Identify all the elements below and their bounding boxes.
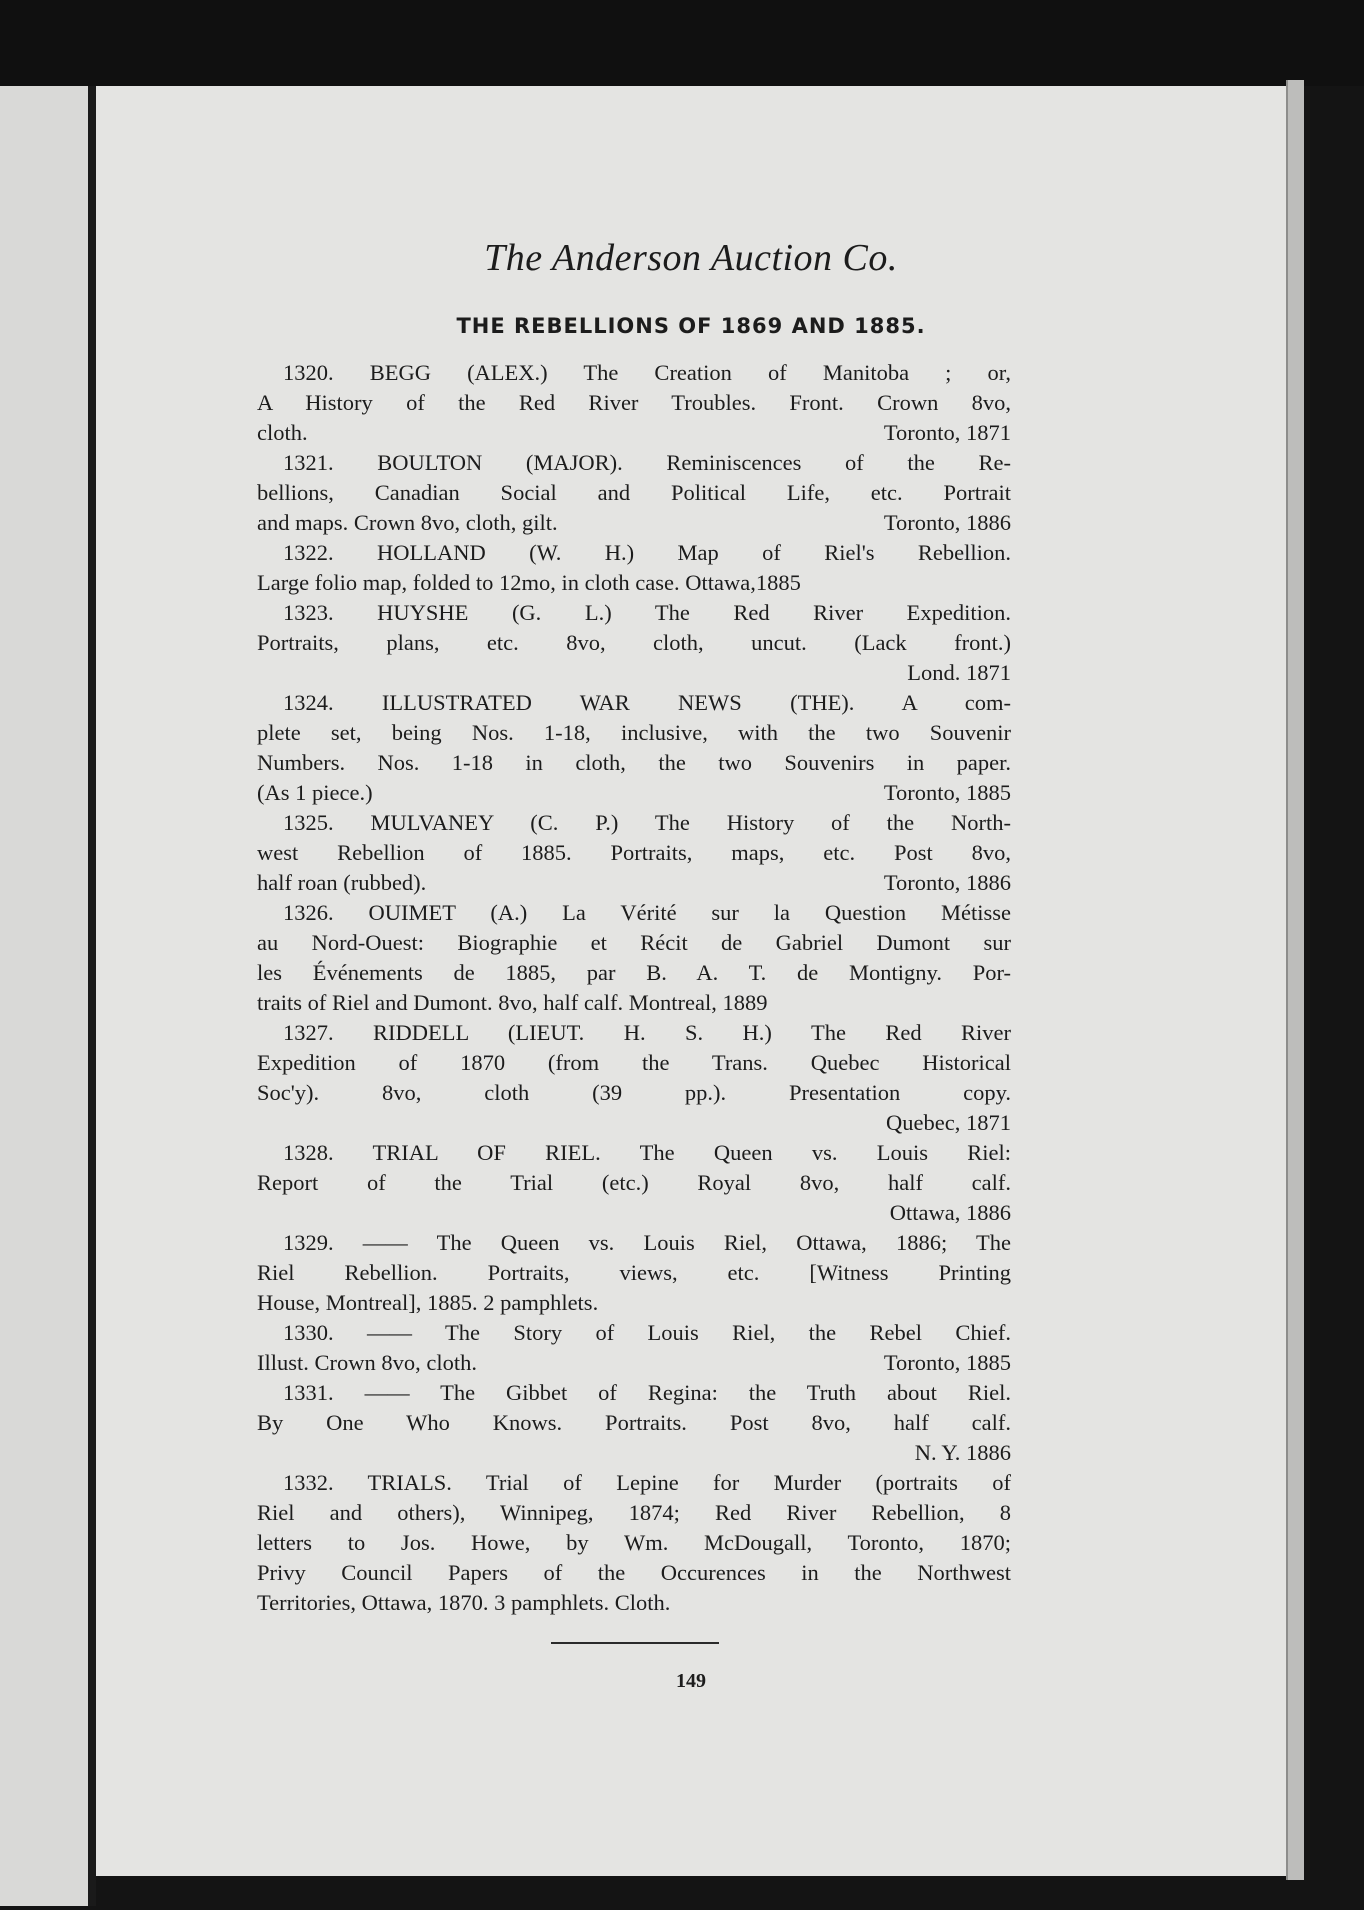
entry-line: Privy Council Papers of the Occurences in the Northwest	[257, 1560, 1011, 1585]
entry-imprint: Ottawa, 1886	[889, 1200, 1011, 1225]
entry-imprint-line	[257, 778, 1011, 808]
catalog-page	[96, 86, 1286, 1876]
catalog-entry	[257, 1318, 1011, 1378]
catalog-entry	[257, 1018, 1011, 1138]
entry-line: 1324. ILLUSTRATED WAR NEWS (THE). A com-	[283, 690, 1011, 715]
entry-imprint: Lond. 1871	[907, 660, 1011, 685]
facing-page-edge	[0, 86, 92, 1906]
catalog-entry	[257, 898, 1011, 1018]
entry-imprint: Toronto, 1886	[883, 510, 1011, 535]
page-number: 149	[676, 1670, 706, 1692]
catalog-entry	[257, 448, 1011, 538]
entry-line: au Nord-Ouest: Biographie et Récit de Gabriel Dumont sur	[257, 930, 1011, 955]
scan-background-top	[0, 0, 1364, 86]
entry-line: 1321. BOULTON (MAJOR). Reminiscences of the Re-	[283, 450, 1011, 475]
catalog-entry	[257, 1378, 1011, 1468]
entry-imprint-line	[257, 418, 1011, 448]
entry-tail: half roan (rubbed).	[257, 870, 427, 895]
closing-rule	[551, 1642, 719, 1644]
catalog-entry	[257, 538, 1011, 598]
catalog-entry	[257, 1138, 1011, 1228]
catalog-entry	[257, 808, 1011, 898]
entry-line: 1327. RIDDELL (LIEUT. H. S. H.) The Red River	[283, 1020, 1011, 1045]
entry-line: plete set, being Nos. 1-18, inclusive, with the two Souvenir	[257, 720, 1011, 745]
entry-line: 1330. —— The Story of Louis Riel, the Rebel Chief.	[283, 1320, 1011, 1345]
running-header: The Anderson Auction Co.	[484, 237, 898, 279]
catalog-entry	[257, 688, 1011, 808]
entry-imprint-line	[257, 658, 1011, 688]
entry-line: 1320. BEGG (ALEX.) The Creation of Manitoba ; or,	[283, 360, 1011, 385]
entry-imprint: Toronto, 1885	[883, 1350, 1011, 1375]
entry-line: House, Montreal], 1885. 2 pamphlets.	[257, 1290, 599, 1315]
catalog-entry	[257, 358, 1011, 448]
catalog-entries	[257, 358, 1011, 1618]
entry-tail: Illust. Crown 8vo, cloth.	[257, 1350, 477, 1375]
entry-imprint: Quebec, 1871	[886, 1110, 1011, 1135]
entry-tail: cloth.	[257, 420, 308, 445]
entry-imprint-line	[257, 1348, 1011, 1378]
catalog-entry	[257, 1468, 1011, 1618]
entry-line: 1331. —— The Gibbet of Regina: the Truth about Riel.	[283, 1380, 1011, 1405]
entry-line: bellions, Canadian Social and Political Life, etc. Portrait	[257, 480, 1011, 505]
entry-line: Portraits, plans, etc. 8vo, cloth, uncut. (Lack front.)	[257, 630, 1011, 655]
entry-line: 1328. TRIAL OF RIEL. The Queen vs. Louis Riel:	[283, 1140, 1011, 1165]
entry-line: Riel Rebellion. Portraits, views, etc. [Witness Printing	[257, 1260, 1011, 1285]
entry-imprint-line	[257, 868, 1011, 898]
entry-line: Numbers. Nos. 1-18 in cloth, the two Souvenirs in paper.	[257, 750, 1011, 775]
entry-imprint-line	[257, 508, 1011, 538]
entry-line: By One Who Knows. Portraits. Post 8vo, half calf.	[257, 1410, 1011, 1435]
section-title: THE REBELLIONS OF 1869 AND 1885.	[456, 314, 926, 338]
entry-line: les Événements de 1885, par B. A. T. de Montigny. Por-	[257, 960, 1011, 985]
entry-line: 1326. OUIMET (A.) La Vérité sur la Question Métisse	[283, 900, 1011, 925]
entry-line: Report of the Trial (etc.) Royal 8vo, half calf.	[257, 1170, 1011, 1195]
entry-imprint-line	[257, 1438, 1011, 1468]
entry-tail: and maps. Crown 8vo, cloth, gilt.	[257, 510, 558, 535]
entry-imprint-line	[257, 1198, 1011, 1228]
entry-line: 1322. HOLLAND (W. H.) Map of Riel's Rebellion.	[283, 540, 1011, 565]
entry-line: Large folio map, folded to 12mo, in cloth case. Ottawa,1885	[257, 570, 801, 595]
entry-line: Soc'y). 8vo, cloth (39 pp.). Presentation copy.	[257, 1080, 1011, 1105]
catalog-entry	[257, 598, 1011, 688]
entry-line: letters to Jos. Howe, by Wm. McDougall, Toronto, 1870;	[257, 1530, 1011, 1555]
entry-line: traits of Riel and Dumont. 8vo, half calf. Montreal, 1889	[257, 990, 768, 1015]
entry-line: Territories, Ottawa, 1870. 3 pamphlets. Cloth.	[257, 1590, 671, 1615]
entry-line: Expedition of 1870 (from the Trans. Quebec Historical	[257, 1050, 1011, 1075]
book-spine	[88, 86, 96, 1906]
page-fore-edge	[1286, 80, 1304, 1880]
entry-line: A History of the Red River Troubles. Front. Crown 8vo,	[257, 390, 1011, 415]
catalog-entry	[257, 1228, 1011, 1318]
entry-line: 1332. TRIALS. Trial of Lepine for Murder (portraits of	[283, 1470, 1011, 1495]
entry-imprint-line	[257, 1108, 1011, 1138]
entry-imprint: Toronto, 1871	[883, 420, 1011, 445]
entry-line: Riel and others), Winnipeg, 1874; Red River Rebellion, 8	[257, 1500, 1011, 1525]
entry-tail: (As 1 piece.)	[257, 780, 373, 805]
entry-line: 1323. HUYSHE (G. L.) The Red River Expedition.	[283, 600, 1011, 625]
entry-line: 1325. MULVANEY (C. P.) The History of the North-	[283, 810, 1011, 835]
entry-imprint: Toronto, 1885	[883, 780, 1011, 805]
entry-imprint: N. Y. 1886	[914, 1440, 1011, 1465]
entry-imprint: Toronto, 1886	[883, 870, 1011, 895]
entry-line: west Rebellion of 1885. Portraits, maps, etc. Post 8vo,	[257, 840, 1011, 865]
entry-line: 1329. —— The Queen vs. Louis Riel, Ottawa, 1886; The	[283, 1230, 1011, 1255]
